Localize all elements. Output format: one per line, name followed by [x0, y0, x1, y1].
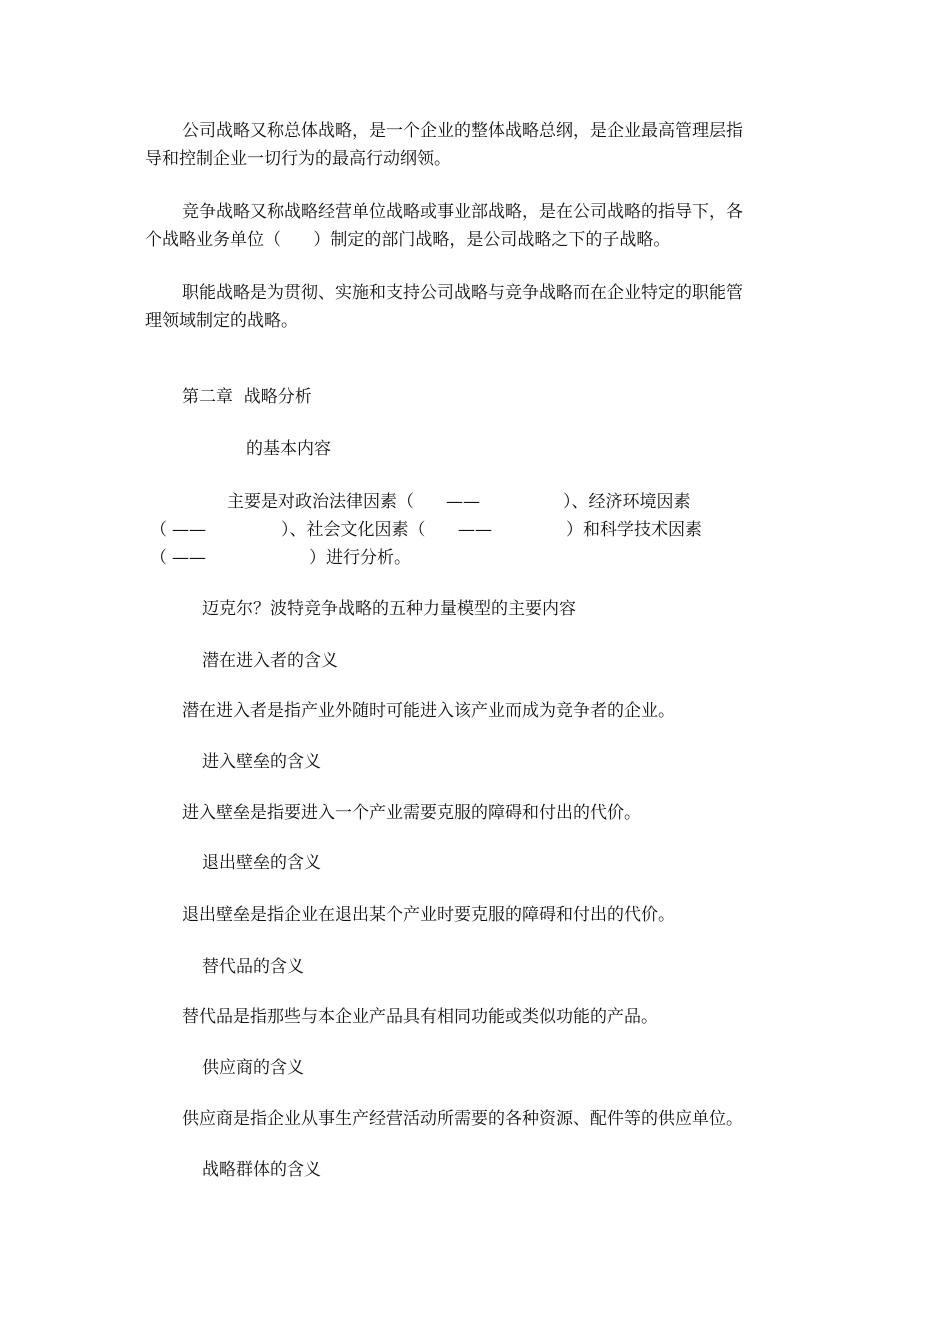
porter-heading: 迈克尔？波特竞争战略的五种力量模型的主要内容	[202, 599, 576, 619]
definition-text: 进入壁垒是指要进入一个产业需要克服的障碍和付出的代价。	[182, 803, 641, 823]
definition-text: 替代品是指那些与本企业产品具有相同功能或类似功能的产品。	[182, 1007, 658, 1027]
definition-term: 退出壁垒的含义	[202, 853, 321, 873]
pest-line2-blank: ——	[172, 520, 206, 540]
paragraph-competitive-strategy-line2: 个战略业务单位（ ）制定的部门战略，是公司战略之下的子战略。	[145, 230, 671, 250]
paragraph-competitive-strategy-line1: 竞争战略又称战略经营单位战略或事业部战略，是在公司战略的指导下，各	[182, 202, 743, 222]
pest-line1-blank: ——	[446, 492, 480, 512]
pest-line2-blank2: ——	[458, 520, 492, 540]
definition-term: 替代品的含义	[202, 957, 304, 977]
chapter-subtitle: 的基本内容	[246, 439, 331, 459]
paragraph-functional-strategy-line1: 职能战略是为贯彻、实施和支持公司战略与竞争战略而在企业特定的职能管	[182, 283, 743, 303]
paragraph-functional-strategy-line2: 理领域制定的战略。	[145, 311, 298, 331]
definition-text: 潜在进入者是指产业外随时可能进入该产业而成为竞争者的企业。	[182, 701, 675, 721]
definition-term: 进入壁垒的含义	[202, 752, 321, 772]
pest-line3-blank: ——	[172, 548, 206, 568]
pest-line2-open: （	[150, 520, 167, 540]
definition-text: 退出壁垒是指企业在退出某个产业时要克服的障碍和付出的代价。	[182, 905, 675, 925]
definition-term: 潜在进入者的含义	[202, 651, 338, 671]
pest-line2-text: ）、社会文化因素（	[281, 520, 426, 540]
paragraph-corporate-strategy-line2: 导和控制企业一切行为的最高行动纲领。	[145, 149, 451, 169]
definition-text: 供应商是指企业从事生产经营活动所需要的各种资源、配件等的供应单位。	[182, 1109, 743, 1129]
chapter-title: 第二章 战略分析	[182, 387, 312, 407]
definition-term: 战略群体的含义	[202, 1160, 321, 1180]
definition-term: 供应商的含义	[202, 1058, 304, 1078]
pest-line2-tail: ）和科学技术因素	[566, 520, 702, 540]
pest-line3-tail: ）进行分析。	[309, 548, 411, 568]
pest-line1-tail: ）、经济环境因素	[563, 492, 691, 512]
pest-line1-text: 主要是对政治法律因素（	[227, 492, 414, 512]
pest-line3-open: （	[150, 548, 167, 568]
paragraph-corporate-strategy-line1: 公司战略又称总体战略，是一个企业的整体战略总纲，是企业最高管理层指	[182, 121, 743, 141]
